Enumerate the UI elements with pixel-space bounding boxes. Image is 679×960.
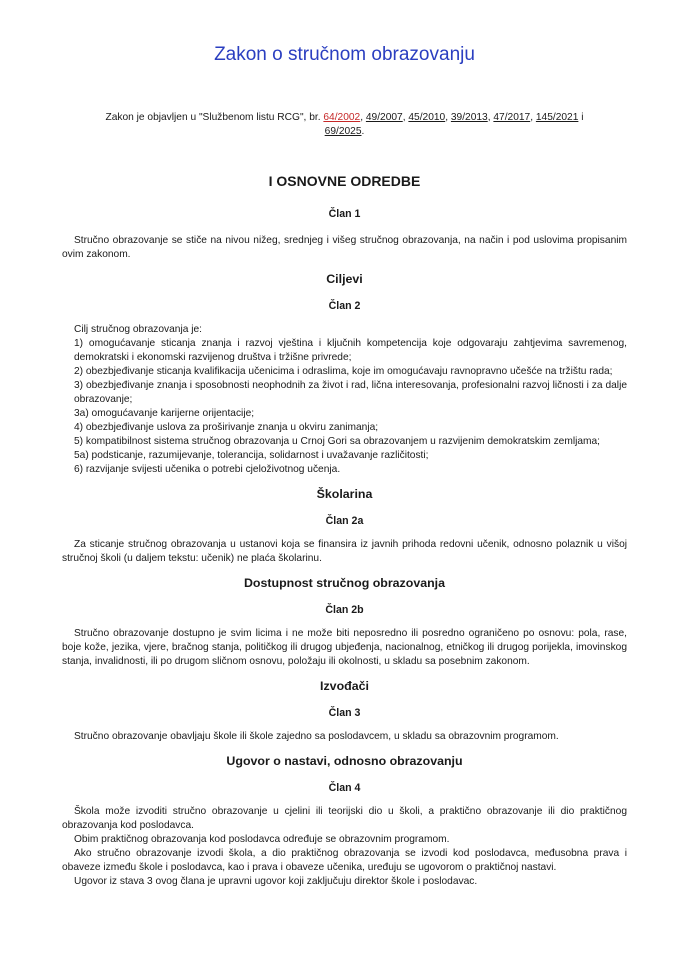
publication-prefix: Zakon je objavljen u "Službenom listu RCG", br.: [105, 112, 321, 123]
gazette-ref-link[interactable]: 39/2013: [450, 112, 488, 123]
article-text: Stručno obrazovanje dostupno je svim licima i ne može biti neposredno ili posredno ograničeno po osnovu: pola, rase, boje kože, jezika, vjere, bračnog stanja, političkog ili drugog ubjeđenja, nacionalnog, etničkog ili drugog porijekla, imovinskog stanja, invalidnosti, ili po drugom sličnom osnovu, položaju ili okolnosti, u skladu sa posebnim zakonom.: [62, 628, 627, 667]
goals-list: [62, 337, 627, 477]
gazette-ref-link[interactable]: 49/2007: [365, 112, 403, 123]
list-item: 1) omogućavanje sticanja znanja i razvoj vještina i ključnih kompetencija koje odgovaraju zahtjevima savremenog, demokratski i ekonomski razvijenog društva i tržišne privrede;: [74, 338, 627, 363]
article-text: Škola može izvoditi stručno obrazovanje u cjelini ili teorijski dio u školi, a praktično obrazovanje ili dio praktičnog obrazovanja kod poslodavca.: [62, 806, 627, 831]
article-text: Ako stručno obrazovanje izvodi škola, a dio praktičnog obrazovanja se izvodi kod poslodavca, međusobna prava i obaveze između škole i poslodavca, kao i prava i obaveze učenika, uređuju se ugovorom o praktičnoj nastavi.: [62, 848, 627, 873]
article-intro: Cilj stručnog obrazovanja je:: [74, 324, 202, 335]
section-heading: Školarina: [316, 487, 373, 501]
article-text: Ugovor iz stava 3 ovog člana je upravni ugovor koji zaključuju direktor škole i poslodavac.: [74, 876, 478, 887]
article-text: Za sticanje stručnog obrazovanja u ustanovi koja se finansira iz javnih prihoda redovni učenik, odnosno polaznik u višoj stručnoj školi (u daljem tekstu: učenik) ne plaća školarinu.: [62, 539, 627, 564]
article-text: Stručno obrazovanje obavljaju škole ili škole zajedno sa poslodavcem, u skladu sa obrazovnim programom.: [74, 731, 559, 742]
list-item: 2) obezbjeđivanje sticanja kvalifikacija učenicima i odraslima, koje im omogućavaju ravnopravno učešće na tržištu rada;: [74, 366, 613, 377]
list-item: 4) obezbjeđivanje uslova za proširivanje znanja u okviru zanimanja;: [74, 422, 379, 433]
gazette-ref-link[interactable]: 64/2002: [323, 112, 361, 123]
section-heading: Izvođači: [320, 679, 369, 693]
list-item: 3) obezbjeđivanje znanja i sposobnosti neophodnih za život i rad, lična interesovanja, profesionalni razvoj ličnosti i za dalje obrazovanje;: [74, 380, 627, 405]
gazette-ref-link[interactable]: 145/2021: [535, 112, 579, 123]
list-item: 6) razvijanje svijesti učenika o potrebi cjeloživotnog učenja.: [74, 464, 341, 475]
article-number: Član 2b: [325, 604, 364, 616]
publication-note: Zakon je objavljen u "Službenom listu RCG", br. 64/2002, 49/2007, 45/2010, 39/2013, 47/2017, 145/2021 i 69/2025.: [105, 112, 584, 137]
section-heading: Ciljevi: [326, 272, 363, 286]
article-number: Član 1: [328, 208, 361, 220]
section-heading: Ugovor o nastavi, odnosno obrazovanju: [226, 754, 463, 768]
gazette-ref-link[interactable]: 69/2025: [324, 126, 362, 137]
article-number: Član 4: [328, 782, 361, 794]
list-item: 5a) podsticanje, razumijevanje, tolerancija, solidarnost i uvažavanje različitosti;: [74, 450, 429, 461]
article-text: Stručno obrazovanje se stiče na nivou nižeg, srednjeg i višeg stručnog obrazovanja, na način i pod uslovima propisanim ovim zakonom.: [62, 235, 627, 260]
list-item: 3a) omogućavanje karijerne orijentacije;: [74, 408, 255, 419]
section-heading: Dostupnost stručnog obrazovanja: [243, 576, 445, 590]
article-text: Obim praktičnog obrazovanja kod poslodavca određuje se obrazovnim programom.: [74, 834, 450, 845]
article-number: Član 2: [328, 300, 361, 312]
gazette-ref-link[interactable]: 47/2017: [493, 112, 531, 123]
publication-joiner: i: [581, 112, 584, 123]
part-title: I OSNOVNE ODREDBE: [268, 173, 421, 189]
gazette-ref-link[interactable]: 45/2010: [408, 112, 446, 123]
article-number: Član 2a: [325, 515, 364, 527]
document-title: Zakon o stručnom obrazovanju: [214, 44, 475, 65]
article-number: Član 3: [328, 707, 361, 719]
list-item: 5) kompatibilnost sistema stručnog obrazovanja u Crnoj Gori sa obrazovanjem u razvijenim demokratskim zemljama;: [74, 436, 600, 447]
